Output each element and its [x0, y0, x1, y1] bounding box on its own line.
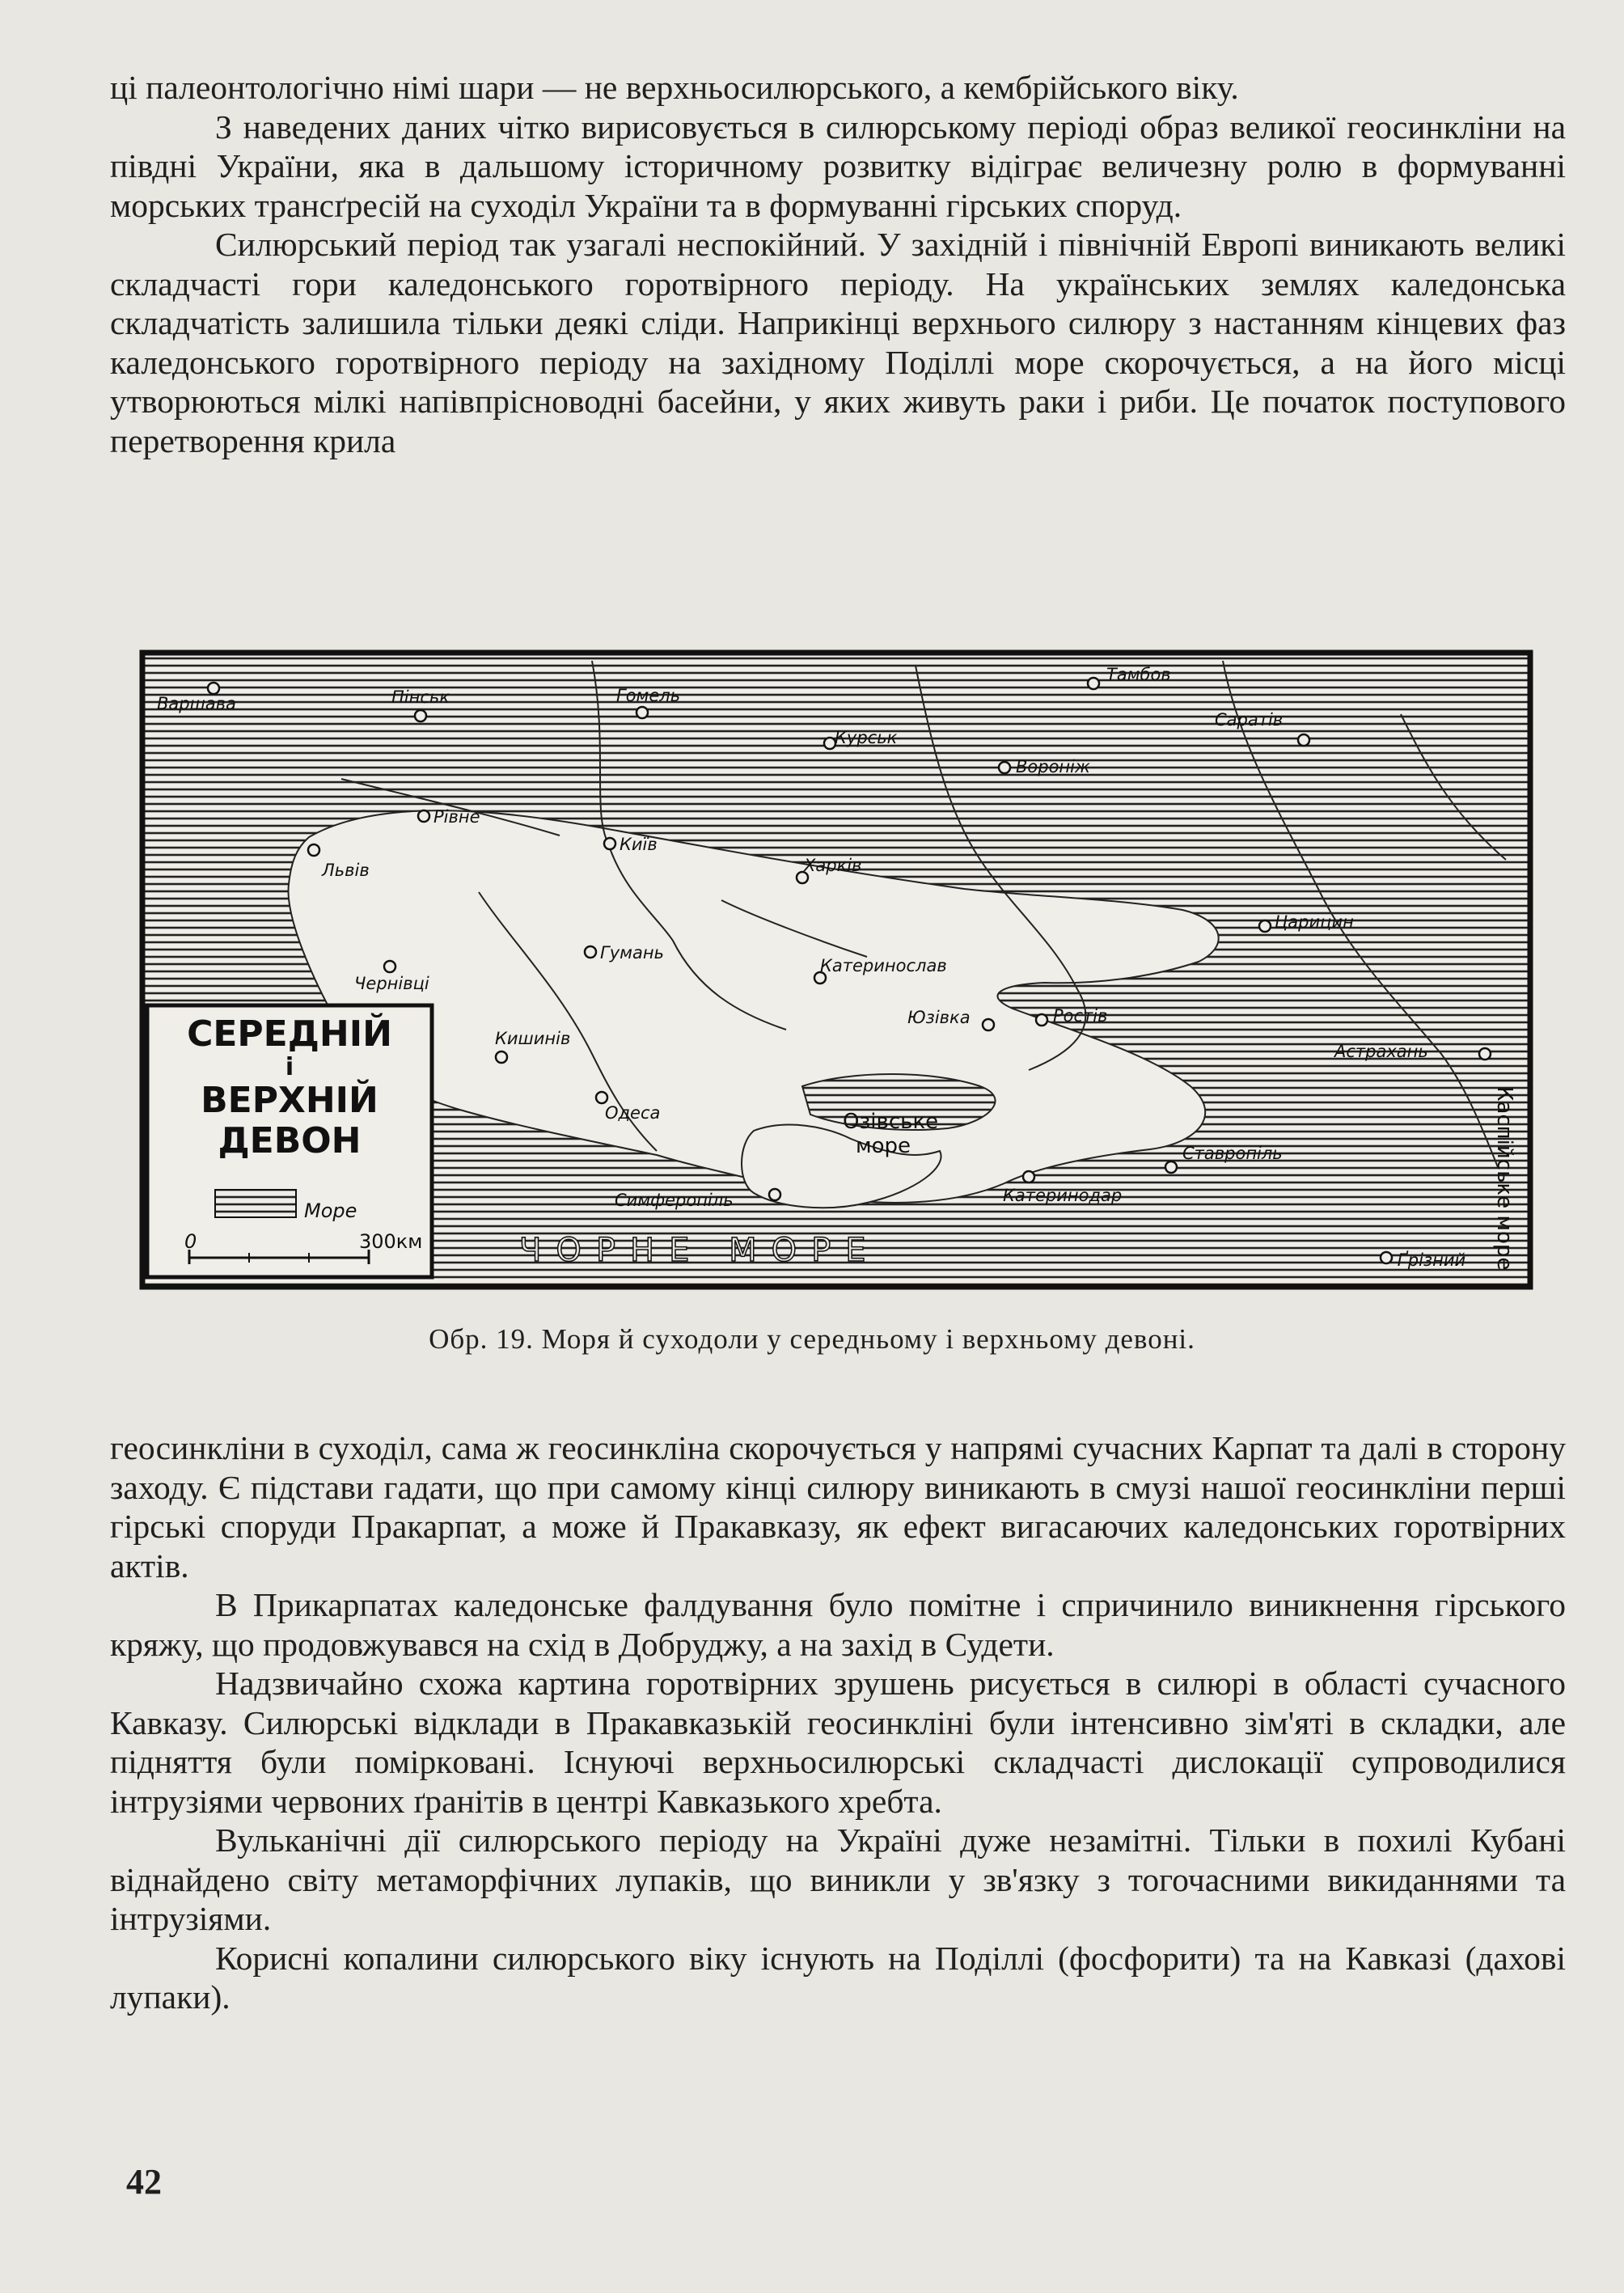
- city-tsarytsyn: Царицин: [1275, 912, 1354, 932]
- paragraph: Силюрський період так узагалі неспокійний. У західній і північній Европі виникають великі складчасті гори каледонського горотвірного періоду. На українських землях каледонська складчатість залишила тільки деякі сліди. Наприкінці верхнього силюру з настанням кінцевих фаз каледонського горотвірного періоду на західному Поділлі море скорочується, а на його місці утворюються мілкі напівпрісноводні басейни, у яких живуть раки і риби. Це початок поступового перетворення крила: [110, 226, 1566, 459]
- azov-sea-label-1: Озівське: [843, 1110, 939, 1134]
- page-number: 42: [126, 2162, 162, 2202]
- city-hrozni: Ґрізний: [1398, 1250, 1466, 1270]
- paragraph: Надзвичайно схожа картина горотвірних зрушень рисується в силюрі в області сучасного Кавказу. Силюрські відклади в Пракавказькій геосинкліні були інтенсивно зім'яті в складки, але підняття були поміркoвані. Існуючі верхньосилюрські складчасті дислокації супроводилися інтрузіями червоних ґранітів в центрі Кавказького хребта.: [110, 1665, 1566, 1820]
- city-rostiv: Ростів: [1053, 1006, 1108, 1026]
- city-varshava: Варшава: [157, 694, 236, 713]
- city-lviv: Львів: [322, 861, 370, 880]
- legend-title-4: ДЕВОН: [218, 1120, 362, 1161]
- paragraph: Корисні копалини силюрського віку існують на Поділлі (фосфорити) та на Кавказі (дахові лупаки).: [110, 1939, 1566, 2016]
- city-kyiv: Київ: [620, 835, 658, 854]
- scale-start: 0: [184, 1230, 197, 1253]
- figure-caption: Обр. 19. Моря й суходоли у середньому і верхньому девоні.: [429, 1323, 1195, 1355]
- paragraph: З наведених даних чітко вирисовується в силюрському періоді образ великої геосинкліни на півдні України, яка в дальшому історичному розвитку відіграє величезну ролю в формуванні морських трансґресій на суходіл України та в формуванні гірських споруд.: [110, 108, 1566, 224]
- map-legend: [147, 1005, 432, 1277]
- legend-title-3: ВЕРХНІЙ: [201, 1080, 379, 1121]
- paragraph: ці палеонтологічно німі шари — не верхньосилюрського, а кембрійського віку.: [110, 69, 1239, 106]
- city-chernivtsi: Чернівці: [354, 974, 429, 993]
- city-kharkiv: Харків: [804, 856, 862, 875]
- paragraph: В Прикарпатах каледонське фалдування було помітне і спричинило виникнення гірського кряжу, що продовжувався на схід в Добруджу, а на захід в Судети.: [110, 1586, 1566, 1663]
- city-astrakhan: Астрахань: [1334, 1042, 1428, 1061]
- devon-map-figure: [139, 649, 1533, 1290]
- scale-end: 300км: [359, 1230, 423, 1253]
- black-sea-label: ЧОРНЕ МОРЕ: [519, 1232, 881, 1269]
- paragraph: Вульканічні дії силюрського періоду на Україні дуже незамітні. Тільки в похилі Кубані віднайдено світу метаморфічних лупаків, що виникли у зв'язку з тогочасними викиданнями та інтрузіями.: [110, 1821, 1566, 1937]
- bottom-text-block: [110, 1428, 1566, 2017]
- legend-title-1: СЕРЕДНІЙ: [187, 1013, 392, 1055]
- azov-sea-label-2: море: [856, 1134, 911, 1158]
- city-tambov: Тамбов: [1106, 665, 1171, 684]
- top-text-block: [110, 68, 1566, 460]
- legend-sea-label: Море: [304, 1199, 357, 1222]
- city-human: Гумань: [600, 943, 664, 962]
- paragraph: геосинкліни в суходіл, сама ж геосинкліна скорочується у напрямі сучасних Карпат та далі в сторону заходу. Є підстави гадати, що при самому кінці силюру виникають в смузі нашої геосинкліни перші гірські споруди Пракарпат, а може й Пракавказу, як ефект вигасаючих каледонських горотвірних актів.: [110, 1429, 1566, 1584]
- city-odesa: Одеса: [605, 1103, 661, 1123]
- city-saratov: Саратів: [1215, 710, 1284, 730]
- city-kyshyniv: Кишинів: [495, 1029, 571, 1048]
- legend-title-2: і: [285, 1053, 294, 1081]
- legend-sea-swatch: [215, 1190, 296, 1217]
- city-yuzivka: Юзівка: [907, 1008, 971, 1027]
- city-pinsk: Пінськ: [391, 687, 450, 707]
- city-simferopil: Симферопіль: [615, 1191, 734, 1210]
- city-homel: Гомель: [616, 686, 681, 705]
- city-katerynoslav: Катеринослав: [820, 956, 947, 975]
- caspian-sea-label: Каспійське море: [1492, 1086, 1516, 1271]
- city-stavropil: Ставропіль: [1182, 1144, 1283, 1163]
- city-kursk: Курськ: [835, 728, 898, 747]
- city-rivne: Рівне: [433, 807, 480, 827]
- city-voronizh: Вороніж: [1016, 757, 1090, 776]
- city-katerynodar: Катеринодар: [1003, 1186, 1123, 1205]
